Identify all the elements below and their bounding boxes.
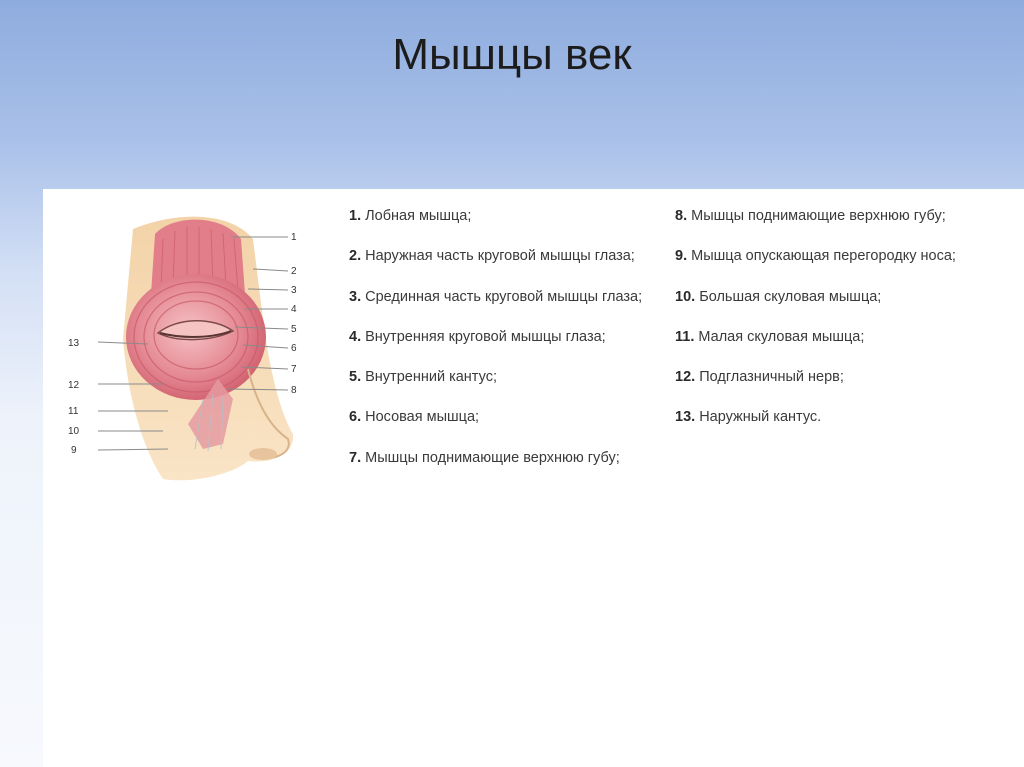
legend-text: Малая скуловая мышца; (698, 328, 865, 345)
legend-item (675, 248, 956, 288)
callout-12: 12 (68, 380, 80, 391)
slide-title: Мышцы век (392, 30, 632, 79)
legend-item (349, 248, 642, 288)
legend-number: 8. (675, 208, 688, 224)
legend-item (675, 289, 956, 329)
callout-10: 10 (68, 426, 80, 437)
callout-11: 11 (68, 406, 79, 417)
legend-number: 11. (675, 328, 695, 345)
legend-text: Внутренний кантус; (365, 369, 497, 386)
callout-1: 1 (291, 232, 297, 243)
legend-text: Подглазничный нерв; (699, 369, 844, 386)
legend-text: Лобная мышца; (365, 208, 472, 224)
legend-item (675, 329, 956, 369)
callout-8: 8 (291, 385, 297, 396)
legend-text: Срединная часть круговой мышцы глаза; (365, 288, 643, 305)
legend-number: 9. (675, 248, 688, 265)
legend-item (349, 450, 642, 490)
content-panel (43, 189, 1024, 767)
callout-13: 13 (68, 338, 80, 349)
legend-item (349, 289, 642, 329)
legend-text: Мышца опускающая перегородку носа; (691, 248, 956, 265)
legend-item (349, 409, 642, 449)
legend-right-column (675, 208, 956, 450)
callout-6: 6 (291, 343, 297, 354)
legend-number: 7. (349, 449, 362, 466)
callout-4: 4 (291, 304, 297, 315)
legend-text: Мышцы поднимающие верхнюю губу; (691, 208, 946, 224)
legend-text: Мышцы поднимающие верхнюю губу; (365, 449, 620, 466)
eyelid-muscles-illustration (63, 199, 323, 499)
legend-number: 12. (675, 369, 696, 386)
legend-item (349, 369, 642, 409)
legend-number: 13. (675, 409, 696, 426)
callout-7: 7 (291, 364, 297, 375)
legend-left-column (349, 208, 642, 490)
legend-number: 3. (349, 288, 362, 305)
legend-item (675, 369, 956, 409)
legend-text: Большая скуловая мышца; (699, 288, 882, 305)
legend-number: 1. (349, 208, 362, 224)
legend-text: Носовая мышца; (365, 409, 480, 426)
legend-number: 10. (675, 288, 696, 305)
callout-3: 3 (291, 285, 297, 296)
callout-9: 9 (71, 445, 77, 456)
legend-item (675, 208, 956, 248)
legend-item (349, 208, 642, 248)
legend-item (675, 409, 956, 449)
legend-text: Внутренняя круговой мышцы глаза; (365, 328, 606, 345)
legend-item (349, 329, 642, 369)
legend-number: 6. (349, 409, 362, 426)
legend-number: 4. (349, 328, 362, 345)
legend-number: 5. (349, 369, 362, 386)
callout-5: 5 (291, 324, 297, 335)
callout-2: 2 (291, 266, 297, 277)
legend-number: 2. (349, 248, 362, 265)
legend-text: Наружный кантус. (699, 409, 822, 426)
legend-text: Наружная часть круговой мышцы глаза; (365, 248, 635, 265)
